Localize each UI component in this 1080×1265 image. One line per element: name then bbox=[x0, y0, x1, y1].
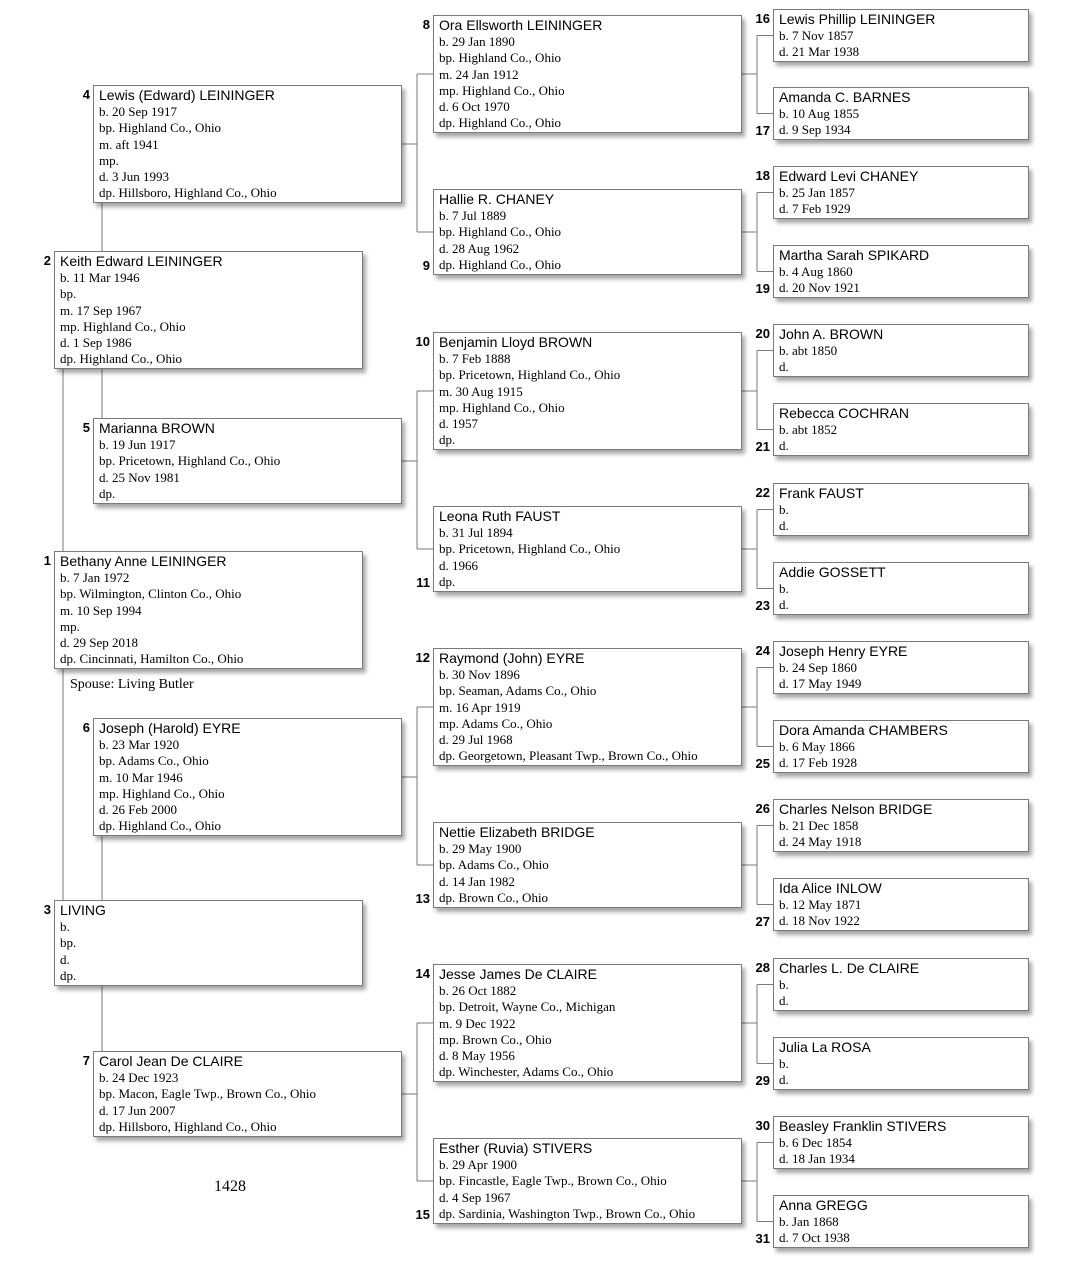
person-number: 26 bbox=[755, 801, 770, 816]
person-detail: d. bbox=[779, 438, 789, 454]
person-name: Benjamin Lloyd BROWN bbox=[439, 334, 593, 350]
person-number: 12 bbox=[415, 650, 430, 665]
person-detail: d. 20 Nov 1921 bbox=[779, 280, 860, 296]
person-detail: d. 21 Mar 1938 bbox=[779, 44, 860, 60]
person-box-31 bbox=[773, 1195, 1029, 1248]
person-detail: d. 26 Feb 2000 bbox=[99, 802, 177, 818]
person-detail: dp. Highland Co., Ohio bbox=[439, 256, 562, 272]
person-detail: bp. Pricetown, Highland Co., Ohio bbox=[99, 453, 281, 469]
person-detail: b. 6 May 1866 bbox=[779, 739, 855, 754]
person-detail: d. 17 Feb 1928 bbox=[779, 755, 857, 771]
person-detail: b. bbox=[60, 919, 70, 934]
person-detail: b. 24 Sep 1860 bbox=[779, 660, 857, 675]
person-detail: mp. Adams Co., Ohio bbox=[439, 715, 553, 731]
person-detail: b. bbox=[779, 1056, 789, 1071]
person-name: Addie GOSSETT bbox=[779, 564, 886, 580]
person-number: 11 bbox=[416, 575, 430, 590]
person-detail: d. 18 Nov 1922 bbox=[779, 913, 860, 929]
spouse-note: Spouse: Living Butler bbox=[70, 677, 194, 692]
person-detail: m. 9 Dec 1922 bbox=[439, 1015, 516, 1031]
person-name: Martha Sarah SPIKARD bbox=[779, 247, 930, 263]
person-detail: b. 7 Jul 1889 bbox=[439, 208, 507, 223]
person-detail: bp. bbox=[60, 286, 77, 302]
person-detail: mp. Highland Co., Ohio bbox=[439, 82, 565, 98]
person-detail: dp. bbox=[439, 573, 456, 589]
person-box-9 bbox=[433, 189, 742, 275]
person-detail: bp. Highland Co., Ohio bbox=[99, 120, 222, 136]
person-box-1 bbox=[54, 551, 363, 669]
person-detail: b. 12 May 1871 bbox=[779, 897, 862, 912]
person-detail: bp. Macon, Eagle Twp., Brown Co., Ohio bbox=[99, 1086, 316, 1102]
person-box-23 bbox=[773, 562, 1029, 615]
person-detail: b. 11 Mar 1946 bbox=[60, 270, 140, 285]
person-number: 28 bbox=[755, 960, 770, 975]
person-detail: dp. bbox=[99, 485, 116, 501]
page-number: 1428 bbox=[214, 1178, 246, 1195]
person-name: Anna GREGG bbox=[779, 1197, 868, 1213]
person-detail: b. 31 Jul 1894 bbox=[439, 525, 513, 540]
person-detail: d. 28 Aug 1962 bbox=[439, 240, 520, 256]
person-detail: d. 25 Nov 1981 bbox=[99, 469, 180, 485]
person-box-4 bbox=[93, 85, 402, 203]
person-name: John A. BROWN bbox=[779, 326, 884, 342]
person-name: Julia La ROSA bbox=[779, 1039, 871, 1055]
person-name: Ida Alice INLOW bbox=[779, 880, 882, 896]
person-box-16 bbox=[773, 9, 1029, 62]
person-number: 15 bbox=[415, 1207, 430, 1222]
person-name: Edward Levi CHANEY bbox=[779, 168, 919, 184]
person-detail: d. 8 May 1956 bbox=[439, 1048, 515, 1064]
person-detail: mp. Brown Co., Ohio bbox=[439, 1031, 552, 1047]
person-number: 10 bbox=[415, 334, 430, 349]
person-detail: dp. bbox=[439, 432, 456, 448]
person-detail: b. 29 May 1900 bbox=[439, 841, 522, 856]
person-detail: b. 23 Mar 1920 bbox=[99, 737, 180, 752]
person-number: 24 bbox=[755, 643, 770, 658]
person-name: Dora Amanda CHAMBERS bbox=[779, 722, 948, 738]
person-box-11 bbox=[433, 506, 742, 592]
person-number: 3 bbox=[43, 902, 51, 917]
person-name: Lewis (Edward) LEININGER bbox=[99, 87, 275, 103]
person-number: 27 bbox=[755, 914, 770, 929]
person-box-8 bbox=[433, 15, 742, 133]
person-detail: d. 7 Oct 1938 bbox=[779, 1230, 850, 1246]
person-number: 4 bbox=[82, 87, 90, 102]
person-detail: bp. bbox=[60, 935, 77, 951]
person-box-7 bbox=[93, 1051, 402, 1137]
person-detail: m. 16 Apr 1919 bbox=[439, 699, 521, 715]
person-detail: m. 17 Sep 1967 bbox=[60, 302, 142, 318]
person-number: 29 bbox=[755, 1073, 770, 1088]
person-number: 30 bbox=[755, 1118, 770, 1133]
person-detail: b. 26 Oct 1882 bbox=[439, 983, 517, 998]
person-detail: b. Jan 1868 bbox=[779, 1214, 839, 1229]
person-detail: mp. Highland Co., Ohio bbox=[439, 399, 565, 415]
person-detail: dp. bbox=[60, 967, 77, 983]
person-detail: b. 29 Jan 1890 bbox=[439, 34, 515, 49]
person-detail: bp. Seaman, Adams Co., Ohio bbox=[439, 683, 597, 699]
person-detail: mp. bbox=[60, 618, 80, 634]
person-detail: m. 24 Jan 1912 bbox=[439, 66, 519, 82]
person-detail: m. 30 Aug 1915 bbox=[439, 383, 523, 399]
person-detail: dp. Winchester, Adams Co., Ohio bbox=[439, 1064, 614, 1080]
person-number: 21 bbox=[755, 439, 770, 454]
person-detail: b. 10 Aug 1855 bbox=[779, 106, 860, 121]
person-name: Charles Nelson BRIDGE bbox=[779, 801, 933, 817]
person-detail: bp. Highland Co., Ohio bbox=[439, 50, 562, 66]
person-detail: b. 20 Sep 1917 bbox=[99, 104, 177, 119]
person-detail: dp. Highland Co., Ohio bbox=[99, 818, 222, 834]
person-name: Nettie Elizabeth BRIDGE bbox=[439, 824, 595, 840]
person-number: 13 bbox=[415, 891, 430, 906]
person-detail: d. 1966 bbox=[439, 557, 478, 573]
person-number: 9 bbox=[422, 258, 430, 273]
person-box-24 bbox=[773, 641, 1029, 694]
person-number: 25 bbox=[755, 756, 770, 771]
person-detail: bp. Pricetown, Highland Co., Ohio bbox=[439, 367, 621, 383]
person-detail: bp. Detroit, Wayne Co., Michigan bbox=[439, 999, 616, 1015]
person-detail: bp. Wilmington, Clinton Co., Ohio bbox=[60, 586, 242, 602]
person-detail: b. bbox=[779, 502, 789, 517]
person-box-18 bbox=[773, 166, 1029, 219]
person-number: 14 bbox=[415, 966, 430, 981]
person-detail: m. 10 Mar 1946 bbox=[99, 769, 183, 785]
person-number: 23 bbox=[755, 598, 770, 613]
person-box-29 bbox=[773, 1037, 1029, 1090]
person-detail: dp. Sardinia, Washington Twp., Brown Co., Ohio bbox=[439, 1205, 696, 1221]
person-box-5 bbox=[93, 418, 402, 504]
person-box-3 bbox=[54, 900, 363, 986]
person-name: Hallie R. CHANEY bbox=[439, 191, 555, 207]
person-detail: d. 29 Jul 1968 bbox=[439, 732, 513, 748]
person-detail: b. bbox=[779, 581, 789, 596]
person-box-25 bbox=[773, 720, 1029, 773]
person-box-22 bbox=[773, 483, 1029, 536]
person-number: 20 bbox=[755, 326, 770, 341]
person-box-12 bbox=[433, 648, 742, 766]
person-name: LIVING bbox=[60, 902, 106, 918]
person-name: Joseph (Harold) EYRE bbox=[99, 720, 241, 736]
person-name: Ora Ellsworth LEININGER bbox=[439, 17, 603, 33]
person-detail: bp. Adams Co., Ohio bbox=[99, 753, 209, 769]
person-box-14 bbox=[433, 964, 742, 1082]
person-detail: d. bbox=[779, 518, 789, 534]
person-name: Joseph Henry EYRE bbox=[779, 643, 908, 659]
person-name: Beasley Franklin STIVERS bbox=[779, 1118, 947, 1134]
person-detail: dp. Highland Co., Ohio bbox=[439, 115, 562, 131]
person-detail: d. 18 Jan 1934 bbox=[779, 1151, 855, 1167]
person-detail: d. 17 Jun 2007 bbox=[99, 1102, 176, 1118]
person-name: Rebecca COCHRAN bbox=[779, 405, 909, 421]
person-number: 6 bbox=[82, 720, 90, 735]
person-detail: d. bbox=[779, 1072, 789, 1088]
person-detail: b. 7 Feb 1888 bbox=[439, 351, 511, 366]
person-box-17 bbox=[773, 87, 1029, 140]
person-detail: d. bbox=[779, 359, 789, 375]
person-name: Frank FAUST bbox=[779, 485, 864, 501]
person-detail: b. 7 Jan 1972 bbox=[60, 570, 130, 585]
person-detail: bp. Adams Co., Ohio bbox=[439, 857, 549, 873]
person-box-13 bbox=[433, 822, 742, 908]
person-number: 22 bbox=[755, 485, 770, 500]
person-detail: dp. Cincinnati, Hamilton Co., Ohio bbox=[60, 651, 244, 667]
person-name: Raymond (John) EYRE bbox=[439, 650, 585, 666]
person-detail: d. bbox=[779, 993, 789, 1009]
person-detail: d. 29 Sep 2018 bbox=[60, 635, 138, 651]
person-number: 31 bbox=[755, 1231, 770, 1246]
person-box-27 bbox=[773, 878, 1029, 931]
person-detail: dp. Highland Co., Ohio bbox=[60, 351, 183, 367]
person-name: Charles L. De CLAIRE bbox=[779, 960, 920, 976]
person-number: 5 bbox=[82, 420, 90, 435]
person-number: 1 bbox=[43, 553, 51, 568]
person-detail: bp. Fincastle, Eagle Twp., Brown Co., Ohio bbox=[439, 1173, 667, 1189]
person-detail: b. bbox=[779, 977, 789, 992]
person-detail: b. 29 Apr 1900 bbox=[439, 1157, 517, 1172]
person-detail: b. abt 1852 bbox=[779, 422, 838, 437]
person-detail: dp. Hillsboro, Highland Co., Ohio bbox=[99, 1118, 277, 1134]
person-box-19 bbox=[773, 245, 1029, 298]
person-detail: dp. Hillsboro, Highland Co., Ohio bbox=[99, 185, 277, 201]
person-name: Bethany Anne LEININGER bbox=[60, 553, 227, 569]
person-detail: bp. Pricetown, Highland Co., Ohio bbox=[439, 541, 621, 557]
person-number: 7 bbox=[82, 1053, 90, 1068]
person-box-15 bbox=[433, 1138, 742, 1224]
person-detail: d. 17 May 1949 bbox=[779, 676, 862, 692]
person-box-6 bbox=[93, 718, 402, 836]
person-detail: b. 6 Dec 1854 bbox=[779, 1135, 852, 1150]
person-detail: d. 14 Jan 1982 bbox=[439, 873, 515, 889]
person-box-28 bbox=[773, 958, 1029, 1011]
person-box-10 bbox=[433, 332, 742, 450]
person-detail: d. 6 Oct 1970 bbox=[439, 99, 510, 115]
person-detail: d. 1957 bbox=[439, 416, 478, 432]
person-number: 17 bbox=[755, 123, 770, 138]
person-detail: b. abt 1850 bbox=[779, 343, 838, 358]
person-detail: b. 19 Jun 1917 bbox=[99, 437, 176, 452]
person-detail: d. 24 May 1918 bbox=[779, 834, 862, 850]
person-name: Esther (Ruvia) STIVERS bbox=[439, 1140, 593, 1156]
person-box-2 bbox=[54, 251, 363, 369]
person-box-26 bbox=[773, 799, 1029, 852]
person-number: 19 bbox=[755, 281, 770, 296]
person-number: 16 bbox=[755, 11, 770, 26]
person-detail: dp. Brown Co., Ohio bbox=[439, 889, 549, 905]
person-detail: b. 21 Dec 1858 bbox=[779, 818, 859, 833]
person-detail: m. 10 Sep 1994 bbox=[60, 602, 142, 618]
person-detail: b. 30 Nov 1896 bbox=[439, 667, 520, 682]
person-box-30 bbox=[773, 1116, 1029, 1169]
person-name: Leona Ruth FAUST bbox=[439, 508, 561, 524]
person-detail: m. aft 1941 bbox=[99, 136, 159, 152]
person-detail: d. bbox=[60, 951, 70, 967]
person-name: Amanda C. BARNES bbox=[779, 89, 911, 105]
person-name: Carol Jean De CLAIRE bbox=[99, 1053, 243, 1069]
person-detail: mp. Highland Co., Ohio bbox=[99, 785, 225, 801]
person-number: 8 bbox=[422, 17, 430, 32]
person-name: Keith Edward LEININGER bbox=[60, 253, 223, 269]
person-detail: b. 24 Dec 1923 bbox=[99, 1070, 179, 1085]
person-detail: d. 3 Jun 1993 bbox=[99, 169, 170, 185]
person-detail: b. 4 Aug 1860 bbox=[779, 264, 853, 279]
person-box-21 bbox=[773, 403, 1029, 456]
person-detail: d. 1 Sep 1986 bbox=[60, 335, 132, 351]
person-detail: mp. Highland Co., Ohio bbox=[60, 318, 186, 334]
person-name: Lewis Phillip LEININGER bbox=[779, 11, 936, 27]
person-detail: d. 9 Sep 1934 bbox=[779, 122, 851, 138]
person-detail: b. 25 Jan 1857 bbox=[779, 185, 855, 200]
person-detail: dp. Georgetown, Pleasant Twp., Brown Co., Ohio bbox=[439, 748, 698, 764]
person-number: 18 bbox=[755, 168, 770, 183]
person-detail: d. bbox=[779, 597, 789, 613]
person-detail: mp. bbox=[99, 152, 119, 168]
person-box-20 bbox=[773, 324, 1029, 377]
person-name: Jesse James De CLAIRE bbox=[439, 966, 597, 982]
person-detail: b. 7 Nov 1857 bbox=[779, 28, 854, 43]
person-name: Marianna BROWN bbox=[99, 420, 215, 436]
person-detail: d. 4 Sep 1967 bbox=[439, 1189, 511, 1205]
person-detail: d. 7 Feb 1929 bbox=[779, 201, 851, 217]
person-detail: bp. Highland Co., Ohio bbox=[439, 224, 562, 240]
person-number: 2 bbox=[43, 253, 51, 268]
